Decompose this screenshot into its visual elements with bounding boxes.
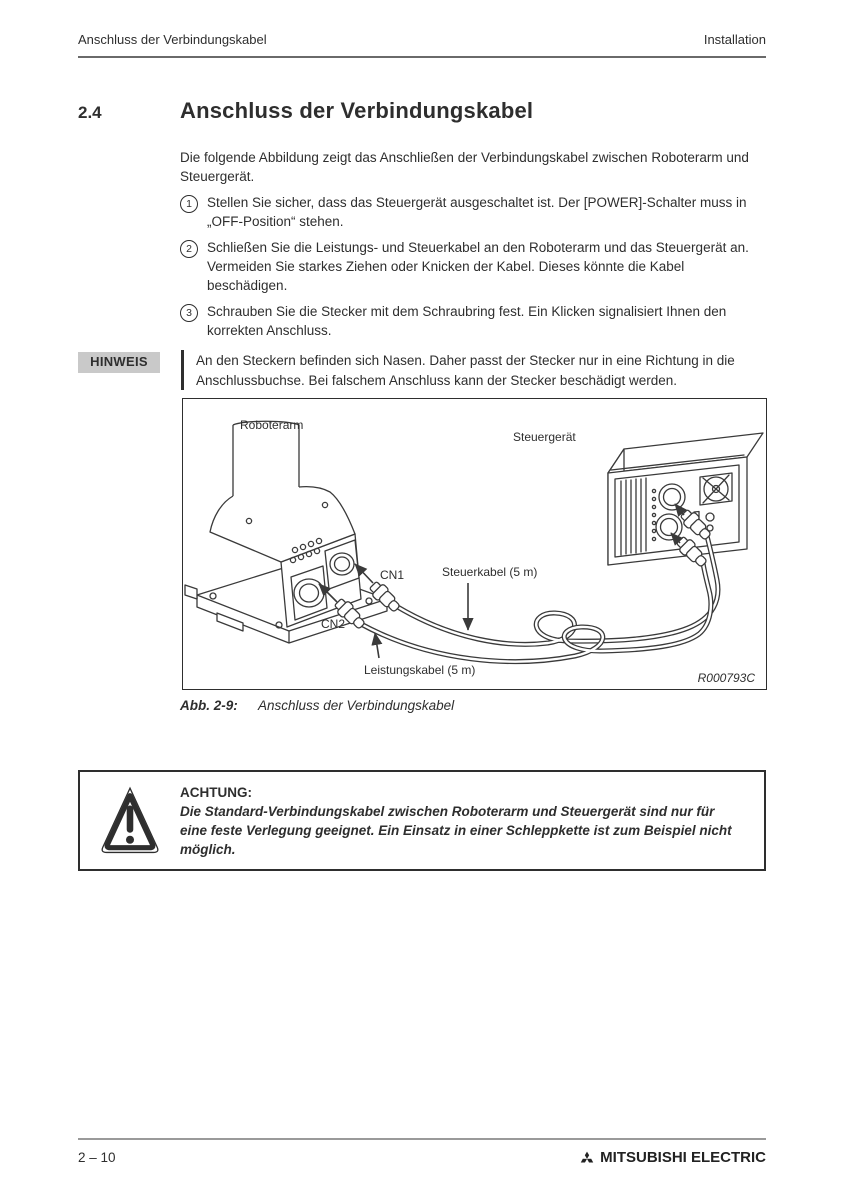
- note-divider-bar: [181, 350, 184, 390]
- warning-box: [78, 770, 766, 871]
- header-section-name: Installation: [703, 32, 766, 47]
- warning-text: Die Standard-Verbindungskabel zwischen Roboterarm und Steuergerät sind nur für eine feste Verlegung geeignet. Ein Einsatz in einer Schleppkette ist zum Beispiel nicht möglich.: [180, 803, 732, 857]
- step-number-icon: 1: [180, 195, 198, 213]
- step-text: Schrauben Sie die Stecker mit dem Schraubring fest. Ein Klicken signalisiert Ihnen den korrekten Anschluss.: [207, 304, 727, 338]
- label-power-cable: Leistungskabel (5 m): [364, 663, 476, 677]
- warning-triangle-icon: [80, 785, 180, 857]
- label-cn2: CN2: [321, 617, 346, 631]
- figure-connection-diagram: [182, 398, 767, 690]
- section-number: 2.4: [78, 103, 102, 122]
- brand-name: MITSUBISHI ELECTRIC: [600, 1149, 766, 1166]
- robot-arm-drawing: [185, 421, 387, 643]
- step-item-3: [180, 302, 766, 340]
- warning-title: ACHTUNG:: [180, 784, 252, 800]
- label-controller: Steuergerät: [513, 430, 576, 444]
- page-footer: [78, 1138, 766, 1166]
- note-label-badge: HINWEIS: [78, 352, 160, 373]
- page-number: 2 – 10: [78, 1150, 116, 1165]
- step-number-icon: 2: [180, 240, 198, 258]
- connection-diagram-svg: [183, 399, 765, 688]
- page-title: Anschluss der Verbindungskabel: [180, 98, 534, 123]
- step-number-icon: 3: [180, 304, 198, 322]
- figure-reference-code: R000793C: [697, 671, 755, 685]
- section-heading: [78, 98, 766, 124]
- warning-text-block: [180, 783, 745, 859]
- step-list: [180, 193, 766, 340]
- step-text: Stellen Sie sicher, dass das Steuergerät ausgeschaltet ist. Der [POWER]-Schalter muss in „OFF-Position“ stehen.: [207, 195, 747, 229]
- label-control-cable: Steuerkabel (5 m): [442, 565, 538, 579]
- step-text: Schließen Sie die Leistungs- und Steuerkabel an den Roboterarm und das Steuergerät an. Vermeiden Sie starkes Ziehen oder Knicken der Kabel. Dieses könnte die Kabel beschädigen.: [207, 240, 749, 293]
- figure-caption-label: Abb. 2-9:: [180, 698, 238, 713]
- brand-logo: [578, 1149, 766, 1166]
- body-column: [78, 98, 766, 871]
- header-chapter-title: Anschluss der Verbindungskabel: [78, 32, 267, 47]
- step-item-1: [180, 193, 766, 231]
- figure-caption-text: Anschluss der Verbindungskabel: [258, 698, 455, 713]
- note-text: An den Steckern befinden sich Nasen. Daher passt der Stecker nur in eine Richtung in die Anschlussbuchse. Bei falschem Anschluss kann der Stecker beschädigt werden.: [196, 353, 735, 388]
- mitsubishi-diamonds-icon: [578, 1150, 596, 1165]
- figure-caption: [180, 698, 766, 713]
- note-block: [78, 350, 766, 390]
- label-robot-arm: Roboterarm: [240, 418, 304, 432]
- step-item-2: [180, 238, 766, 295]
- page-header: [78, 32, 766, 58]
- intro-paragraph: Die folgende Abbildung zeigt das Anschließen der Verbindungskabel zwischen Roboterarm und Steuergerät.: [180, 150, 749, 184]
- label-cn1: CN1: [380, 568, 405, 582]
